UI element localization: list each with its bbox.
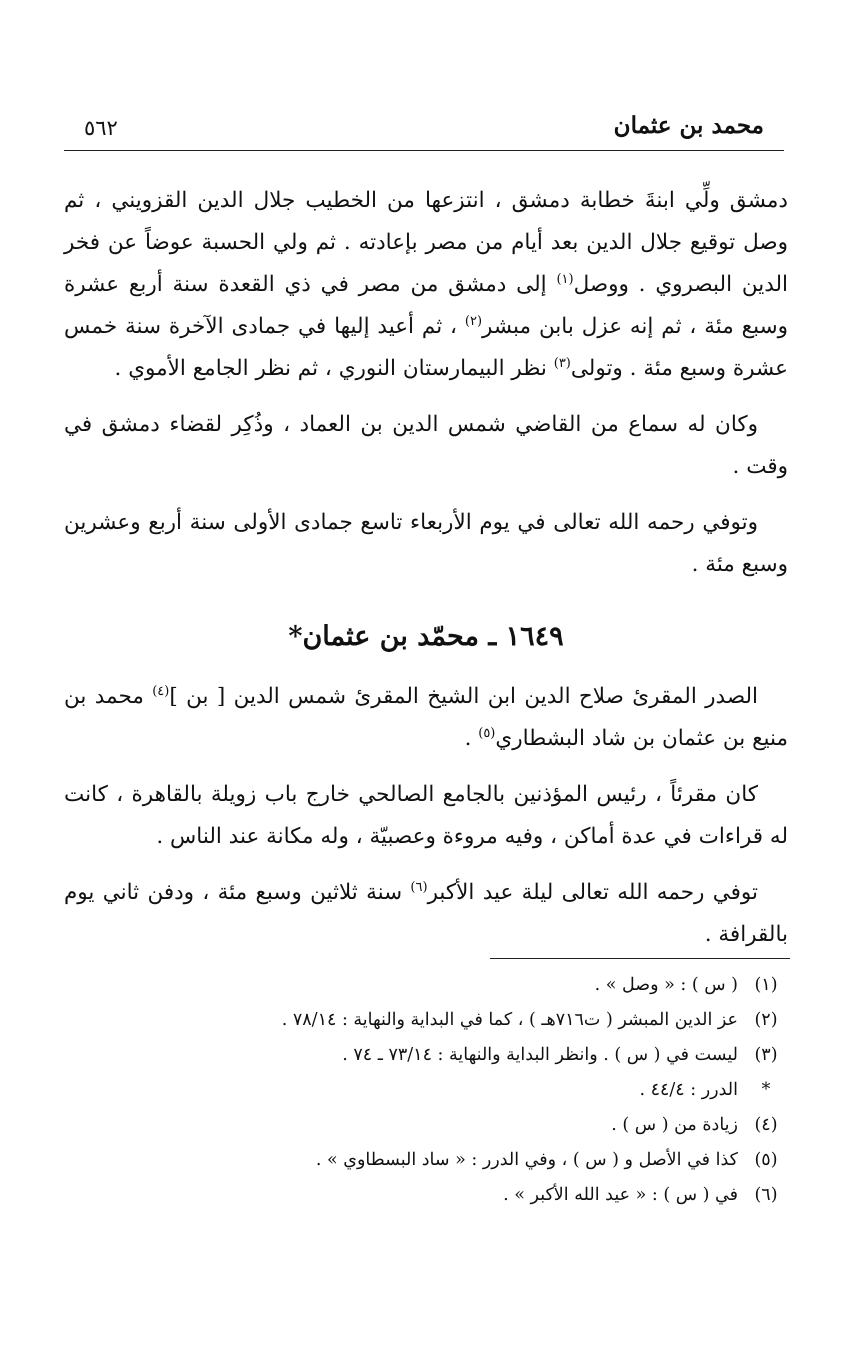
footnote-item — [64, 1038, 788, 1073]
footnote-item — [64, 1178, 788, 1213]
footnote-ref-2[interactable]: (٢) — [464, 313, 483, 329]
footnote-ref-4[interactable]: (٤) — [152, 683, 170, 699]
footnote-mark: * — [761, 1080, 771, 1100]
footnote-text: ( س ) : « وصل » . — [594, 975, 738, 995]
footnote-item — [64, 1143, 788, 1178]
footnote-ref-5[interactable]: (٥) — [478, 725, 496, 741]
footnote-item — [64, 1003, 788, 1038]
text-run: . — [464, 726, 479, 751]
footnote-mark: (٢) — [754, 1010, 778, 1030]
text-run: الصدر المقرئ صلاح الدين ابن الشيخ المقرئ شمس الدين [ بن ] — [169, 684, 758, 709]
text-run: توفي رحمه الله تعالى ليلة عيد الأكبر — [427, 880, 759, 905]
footnote-text: عز الدين المبشر ( ت٧١٦هـ ) ، كما في البداية والنهاية : ٧٨/١٤ . — [281, 1010, 738, 1030]
entry-paragraph-death — [64, 872, 788, 956]
entry-heading: ١٦٤٩ ـ محمّد بن عثمان* — [288, 621, 564, 652]
footnote-divider — [490, 958, 790, 959]
entry-paragraph-name — [64, 676, 788, 760]
running-title: محمد بن عثمان — [613, 112, 764, 139]
footnote-text: في ( س ) : « عيد الله الأكبر » . — [503, 1185, 738, 1205]
text-run: محمد بن منيع بن عثمان بن شاد البشطاري — [64, 684, 788, 751]
main-text — [64, 180, 788, 970]
text-run: ، ثم أعيد إليها في جمادى الآخرة سنة خمس عشرة وسبع مئة . وتولى — [64, 314, 788, 381]
footnote-ref-1[interactable]: (١) — [556, 271, 574, 287]
paragraph-hearing: وكان له سماع من القاضي شمس الدين بن العماد ، وذُكِر لقضاء دمشق في وقت . — [64, 412, 788, 479]
footnote-mark: (٥) — [754, 1150, 778, 1170]
footnote-mark: (٤) — [754, 1115, 778, 1135]
text-run: دمشق ولِّي ابنةَ خطابة دمشق ، انتزعها من الخطيب جلال الدين القزويني ، ثم وصل توقيع جلال الدين بعد أيام من مصر بإعادته . ثم ولي الحسبة عوضاً عن فخر الدين البصروي . ووصل — [64, 188, 789, 297]
running-header — [64, 110, 784, 151]
footnote-text: زيادة من ( س ) . — [611, 1115, 738, 1135]
footnotes — [64, 968, 788, 1213]
footnote-text: كذا في الأصل و ( س ) ، وفي الدرر : « ساد البسطاوي » . — [315, 1150, 738, 1170]
paragraph-death: وتوفي رحمه الله تعالى في يوم الأربعاء تاسع جمادى الأولى سنة أربع وعشرين وسبع مئة . — [64, 510, 788, 577]
footnote-text: ليست في ( س ) . وانظر البداية والنهاية : ٧٣/١٤ ـ ٧٤ . — [342, 1045, 738, 1065]
footnote-mark: (٦) — [754, 1185, 778, 1205]
paragraph-continuation — [64, 180, 788, 390]
page-number: ٥٦٢ — [84, 116, 118, 140]
footnote-ref-6[interactable]: (٦) — [410, 879, 428, 895]
text-run: إلى دمشق من مصر في ذي القعدة سنة أربع عشرة وسبع مئة ، ثم إنه عزل بابن مبشر — [64, 272, 788, 339]
entry-paragraph-bio: كان مقرئاً ، رئيس المؤذنين بالجامع الصالحي خارج باب زويلة بالقاهرة ، كانت له قراءات في عدة أماكن ، وفيه مروءة وعصبيّة ، وله مكانة عند الناس . — [64, 782, 788, 849]
text-run: سنة ثلاثين وسبع مئة ، ودفن ثاني يوم بالقرافة . — [64, 880, 788, 947]
text-run: نظر البيمارستان النوري ، ثم نظر الجامع الأموي . — [114, 356, 554, 381]
footnote-item — [64, 1108, 788, 1143]
footnote-mark: (١) — [754, 975, 778, 995]
footnote-item — [64, 1073, 788, 1108]
footnote-ref-3[interactable]: (٣) — [553, 355, 571, 371]
footnote-mark: (٣) — [754, 1045, 778, 1065]
footnote-text: الدرر : ٤٤/٤ . — [639, 1080, 738, 1100]
footnote-item — [64, 968, 788, 1003]
